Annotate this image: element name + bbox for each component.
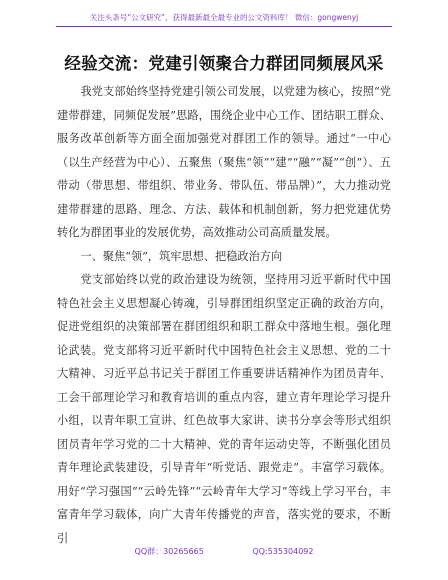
header-divider (56, 26, 392, 27)
page-footer (0, 546, 448, 557)
document-title: 经验交流：党建引领聚合力群团同频展风采 (64, 54, 384, 73)
section-heading: 一、聚焦“领”，筑牢思想、把稳政治方向 (80, 249, 283, 263)
intro-paragraph: 我党支部始终坚持党建引领公司发展，以党建为核心，按照“党建带群建，同频促发展”思路，围绕企业中心工作、团结职工群众、服务改革创新等方面全面加强党对群团工作的领导。通过“一中心（以生产经营为中心）、五聚焦（聚焦“领”“建”“融”“凝”“创”）、五带动（带思想、带组织、带业务、带队伍、带品牌）”，大力推动党建带群建的思路、理念、方法、载体和机制创新，努力把党建优势转化为群团事业的发展优势，高效推动公司高质量发展。 (57, 85, 391, 239)
document-body (57, 80, 391, 550)
body-paragraph: 党支部始终以党的政治建设为统领，坚持用习近平新时代中国特色社会主义思想凝心铸魂，引导群团组织坚定正确的政治方向，促进党组织的决策部署在群团组织和职工群众中落地生根。强化理论武装。党支部将习近平新时代中国特色社会主义思想、党的二十大精神、习近平总书记关于群团工作重要讲话精神作为团员青年、工会干部理论学习和教育培训的重点内容，建立青年理论学习提升小组，以青年职工宣讲、红色故事大家讲、读书分享会等形式组织团员青年学习党的二十大精神、党的青年运动史等，不断强化团员青年理论武装建设，引导青年“听党话、跟党走”。丰富学习载体。用好“学习强国”“云岭先锋”“云岭青年大学习”等线上学习平台，丰富青年学习载体，向广大青年传播党的声音，落实党的要求，不断引 (57, 273, 391, 545)
qq-contact-text: QQ:535304092 (252, 547, 314, 556)
qq-group-text: QQ群：30265665 (134, 547, 204, 556)
promo-banner: 关注头条号“公文研究”，获得最新最全最专业的公文资料库！ 微信：gongwenyj (89, 13, 359, 22)
